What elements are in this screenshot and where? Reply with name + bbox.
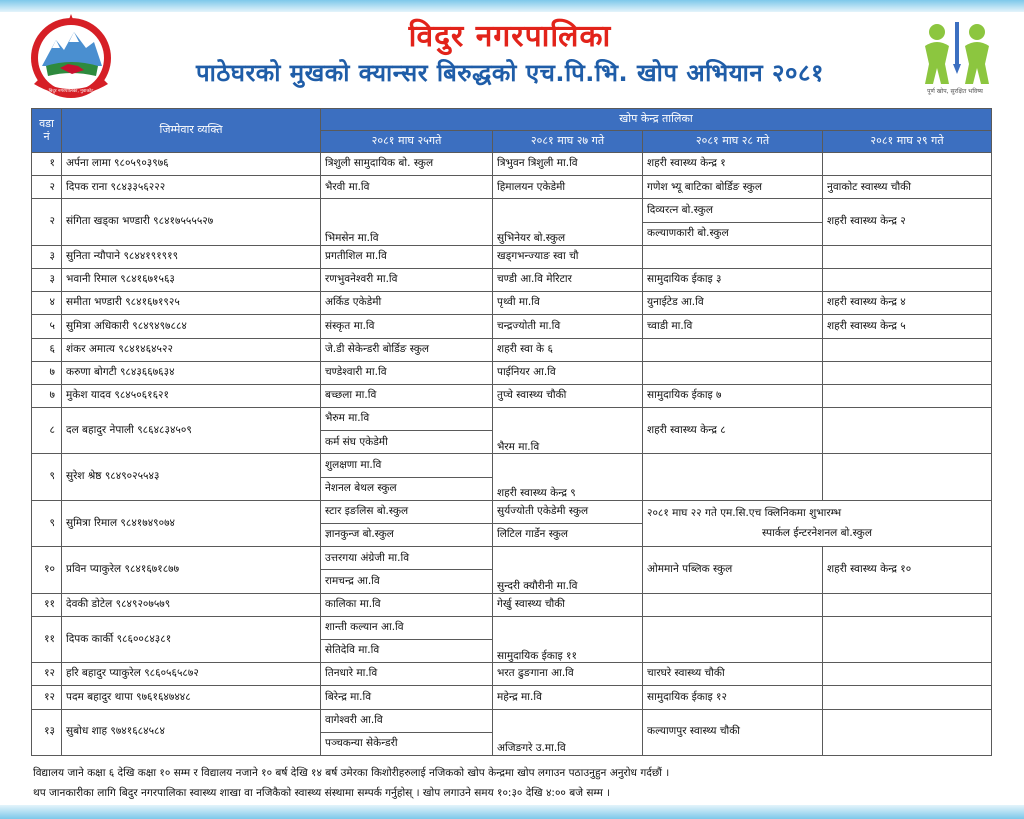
responsible-person: सुनिता न्यौपाने ९८४४१९१९१९	[62, 245, 321, 268]
center-cell: प्रगतीशिल मा.वि	[321, 245, 493, 268]
table-row	[32, 454, 992, 477]
center-cell: शहरी स्वास्थ्य केन्द्र ४	[823, 292, 992, 315]
ward-number: ९	[32, 454, 62, 500]
responsible-person: करुणा बोगटी ९८४३६६७६३४	[62, 361, 321, 384]
table-row	[32, 593, 992, 616]
center-cell: वागेश्वरी आ.वि	[321, 709, 493, 732]
bottom-stripe	[0, 805, 1024, 819]
ward-number: ७	[32, 361, 62, 384]
table-row	[32, 616, 992, 639]
center-cell: भैरवी मा.वि	[321, 176, 493, 199]
center-cell: शहरी स्वास्थ्य केन्द्र १०	[823, 547, 992, 593]
ward-number: ३	[32, 268, 62, 291]
center-cell: संस्कृत मा.वि	[321, 315, 493, 338]
ward-number: ८	[32, 408, 62, 454]
responsible-person: सुमित्रा अधिकारी ९८४९४९७८८४	[62, 315, 321, 338]
center-cell	[823, 709, 992, 756]
ward-number: ७	[32, 384, 62, 407]
center-cell: सामुदायिक ईकाइ ७	[643, 384, 823, 407]
footer-note: विद्यालय जाने कक्षा ६ देखि कक्षा १० सम्म र विद्यालय नजाने १० बर्ष देखि १४ बर्ष उमेरका किशोरीहरुलाई नजिकको खोप केन्द्रमा खोप लगाउन पठाउनुहुन अनुरोध गर्दछौं ।	[33, 767, 670, 779]
header-date: २०८१ माघ २७ गते	[493, 131, 643, 153]
special-note-line: २०८१ माघ २२ गते एम.सि.एच क्लिनिकमा शुभारम्भ	[647, 506, 842, 519]
ward-number: १	[32, 153, 62, 176]
table-row	[32, 361, 992, 384]
special-note-line: स्पार्कल ईन्टरनेशनल बो.स्कुल	[762, 526, 872, 539]
center-cell: दिव्यरत्न बो.स्कुल	[643, 199, 823, 222]
ward-number: २	[32, 176, 62, 199]
center-cell: अर्किड एकेडेमी	[321, 292, 493, 315]
responsible-person: भवानी रिमाल ९८४१६७१५६३	[62, 268, 321, 291]
logo-tagline: पूर्ण खोप, सुरक्षित भविष्य	[927, 88, 983, 95]
ward-number: १२	[32, 686, 62, 709]
table-row	[32, 686, 992, 709]
responsible-person: अर्पना लामा ९८०५९०३९७६	[62, 153, 321, 176]
center-cell	[643, 593, 823, 616]
table-row	[32, 384, 992, 407]
responsible-person: संगिता खड्का भण्डारी ९८४१७५५५५२७	[62, 199, 321, 245]
center-cell: उत्तरगया अंग्रेजी मा.वि	[321, 547, 493, 570]
header-centers: खोप केन्द्र तालिका	[321, 109, 992, 131]
responsible-person: दिपक राना ९८४३३५६२२२	[62, 176, 321, 199]
responsible-person: सुमित्रा रिमाल ९८४१७४९०७४	[62, 500, 321, 546]
center-cell: शहरी स्वास्थ्य केन्द्र ८	[643, 408, 823, 454]
center-cell	[823, 384, 992, 407]
center-cell: कल्याणपुर स्वास्थ्य चौकी	[643, 709, 823, 756]
center-cell: सुन्दरी क्यौरीनी मा.वि	[493, 547, 643, 593]
center-cell: पाईनियर आ.वि	[493, 361, 643, 384]
responsible-person: मुकेश यादव ९८४५०६१६२१	[62, 384, 321, 407]
responsible-person: सुबोध शाह ९७४१६८४५८४	[62, 709, 321, 756]
center-cell: चण्डेश्वारी मा.वि	[321, 361, 493, 384]
ward-number: १३	[32, 709, 62, 756]
center-cell: गणेश भ्यू बाटिका बोर्डिङ स्कुल	[643, 176, 823, 199]
table-row	[32, 292, 992, 315]
center-cell: चण्डी आ.वि मेरिटार	[493, 268, 643, 291]
responsible-person: हरि बहादुर प्याकुरेल ९८६०५६५८७२	[62, 663, 321, 686]
center-cell: कालिका मा.वि	[321, 593, 493, 616]
table-row	[32, 199, 992, 222]
center-cell	[643, 454, 823, 500]
center-cell: च्वाडी मा.वि	[643, 315, 823, 338]
center-cell: सुर्यज्योती एकेडेमी स्कुल	[493, 500, 643, 523]
ward-number: ६	[32, 338, 62, 361]
center-cell: युनाईटेड आ.वि	[643, 292, 823, 315]
table-row	[32, 663, 992, 686]
center-cell	[823, 408, 992, 454]
center-cell: तुप्चे स्वास्थ्य चौकी	[493, 384, 643, 407]
table-row	[32, 338, 992, 361]
schedule-body	[32, 153, 992, 756]
center-cell	[643, 245, 823, 268]
responsible-person: दल बहादुर नेपाली ९८६४८३४५०९	[62, 408, 321, 454]
page-title: विदुर नगरपालिका	[408, 19, 612, 54]
special-note-cell	[643, 500, 992, 546]
center-cell: भरत ढुङगाना आ.वि	[493, 663, 643, 686]
center-cell: लिटिल गार्डेन स्कुल	[493, 524, 643, 547]
vaccination-schedule-table	[31, 108, 992, 756]
center-cell	[823, 454, 992, 500]
table-row	[32, 500, 992, 523]
center-cell: सामुदायिक ईकाइ ३	[643, 268, 823, 291]
center-cell: शहरी स्वास्थ्य केन्द्र ५	[823, 315, 992, 338]
table-row	[32, 176, 992, 199]
responsible-person: प्रविन प्याकुरेल ९८४१६७१८७७	[62, 547, 321, 593]
responsible-person: समीता भण्डारी ९८४१६७१९२५	[62, 292, 321, 315]
center-cell: खड्गभन्ज्याङ स्वा चौ	[493, 245, 643, 268]
center-cell: बिरेन्द्र मा.वि	[321, 686, 493, 709]
center-cell: नेशनल बेथल स्कुल	[321, 477, 493, 500]
ward-number: १२	[32, 663, 62, 686]
center-cell	[823, 268, 992, 291]
table-row	[32, 153, 992, 176]
center-cell	[823, 338, 992, 361]
responsible-person: दिपक कार्की ९८६००८४३८१	[62, 616, 321, 662]
table-row	[32, 709, 992, 732]
center-cell: शहरी स्वास्थ्य केन्द्र १	[643, 153, 823, 176]
center-cell: पृथ्वी मा.वि	[493, 292, 643, 315]
center-cell: हिमालयन एकेडेमी	[493, 176, 643, 199]
center-cell: पञ्चकन्या सेकेन्डरी	[321, 732, 493, 755]
center-cell	[823, 663, 992, 686]
ward-number: १०	[32, 547, 62, 593]
center-cell: सामुदायिक ईकाइ ११	[493, 616, 643, 662]
center-cell: सामुदायिक ईकाइ १२	[643, 686, 823, 709]
center-cell: सुभिनेयर बो.स्कुल	[493, 199, 643, 245]
center-cell: रामचन्द्र आ.वि	[321, 570, 493, 593]
ward-number: ९	[32, 500, 62, 546]
center-cell: सेतिदेवि मा.वि	[321, 639, 493, 662]
responsible-person: सुरेश श्रेष्ठ ९८४९०२५५४३	[62, 454, 321, 500]
table-row	[32, 245, 992, 268]
center-cell: गेर्खु स्वास्थ्य चौकी	[493, 593, 643, 616]
center-cell: तिनधारे मा.वि	[321, 663, 493, 686]
ward-number: ११	[32, 593, 62, 616]
table-row	[32, 547, 992, 570]
center-cell	[823, 153, 992, 176]
center-cell: स्टार इङलिस बो.स्कुल	[321, 500, 493, 523]
center-cell: शहरी स्वास्थ्य केन्द्र २	[823, 199, 992, 245]
header-date: २०८१ माघ २८ गते	[643, 131, 823, 153]
responsible-person: देवकी डोटेल ९८४९२०७५७९	[62, 593, 321, 616]
top-stripe	[0, 0, 1024, 12]
center-cell: बच्छला मा.वि	[321, 384, 493, 407]
ward-number: २	[32, 199, 62, 245]
header-ward: वडा नं	[32, 109, 62, 153]
center-cell	[823, 616, 992, 662]
center-cell: जे.डी सेकेन्डरी बोर्डिङ स्कुल	[321, 338, 493, 361]
center-cell: भिमसेन मा.वि	[321, 199, 493, 245]
center-cell: शान्ती कल्यान आ.वि	[321, 616, 493, 639]
center-cell: अजिङगरे उ.मा.वि	[493, 709, 643, 756]
center-cell: त्रिभुवन त्रिशुली मा.वि	[493, 153, 643, 176]
center-cell: नुवाकोट स्वास्थ्य चौकी	[823, 176, 992, 199]
center-cell: भैरम मा.वि	[493, 408, 643, 454]
center-cell: चारघरे स्वास्थ्य चौकी	[643, 663, 823, 686]
table-row	[32, 315, 992, 338]
table-row	[32, 408, 992, 431]
center-cell: रणभुवनेश्वरी मा.वि	[321, 268, 493, 291]
center-cell: भैरुम मा.वि	[321, 408, 493, 431]
center-cell: चन्द्रज्योती मा.वि	[493, 315, 643, 338]
center-cell: कर्म संघ एकेडेमी	[321, 431, 493, 454]
center-cell	[823, 361, 992, 384]
ward-number: ११	[32, 616, 62, 662]
government-emblem-icon	[22, 14, 120, 100]
page-subtitle: पाठेघरको मुखको क्यान्सर बिरुद्धको एच.पि.भि. खोप अभियान २०८१	[196, 59, 824, 87]
center-cell: शहरी स्वा के ६	[493, 338, 643, 361]
responsible-person: पदम बहादुर थापा ९७६१६४७४४८	[62, 686, 321, 709]
ward-number: ४	[32, 292, 62, 315]
center-cell	[643, 338, 823, 361]
emblem-caption: बिदुर नगरपालिका, नुवाकोट	[48, 89, 94, 94]
header-person: जिम्मेवार व्यक्ति	[62, 109, 321, 153]
center-cell: ज्ञानकुन्ज बो.स्कुल	[321, 524, 493, 547]
footer-note: थप जानकारीका लागि बिदुर नगरपालिका स्वास्थ्य शाखा वा नजिकैको स्वास्थ्य संस्थामा सम्पर्क गर्नुहोस् । खोप लगाउने समय १०:३० देखि ४:०० बजे सम्म ।	[33, 787, 611, 799]
center-cell: शुलक्षणा मा.वि	[321, 454, 493, 477]
center-cell	[643, 616, 823, 662]
center-cell: कल्याणकारी बो.स्कुल	[643, 222, 823, 245]
responsible-person: शंकर अमात्य ९८४१४६४५२२	[62, 338, 321, 361]
center-cell: ओममाने पब्लिक स्कुल	[643, 547, 823, 593]
ward-number: ५	[32, 315, 62, 338]
table-row	[32, 268, 992, 291]
header-date: २०८१ माघ २५गते	[321, 131, 493, 153]
center-cell	[823, 245, 992, 268]
header-date: २०८१ माघ २९ गते	[823, 131, 992, 153]
center-cell: महेन्द्र मा.वि	[493, 686, 643, 709]
ward-number: ३	[32, 245, 62, 268]
center-cell: शहरी स्वास्थ्य केन्द्र ९	[493, 454, 643, 500]
center-cell: त्रिशुली सामुदायिक बो. स्कुल	[321, 153, 493, 176]
center-cell	[643, 361, 823, 384]
center-cell	[823, 686, 992, 709]
center-cell	[823, 593, 992, 616]
